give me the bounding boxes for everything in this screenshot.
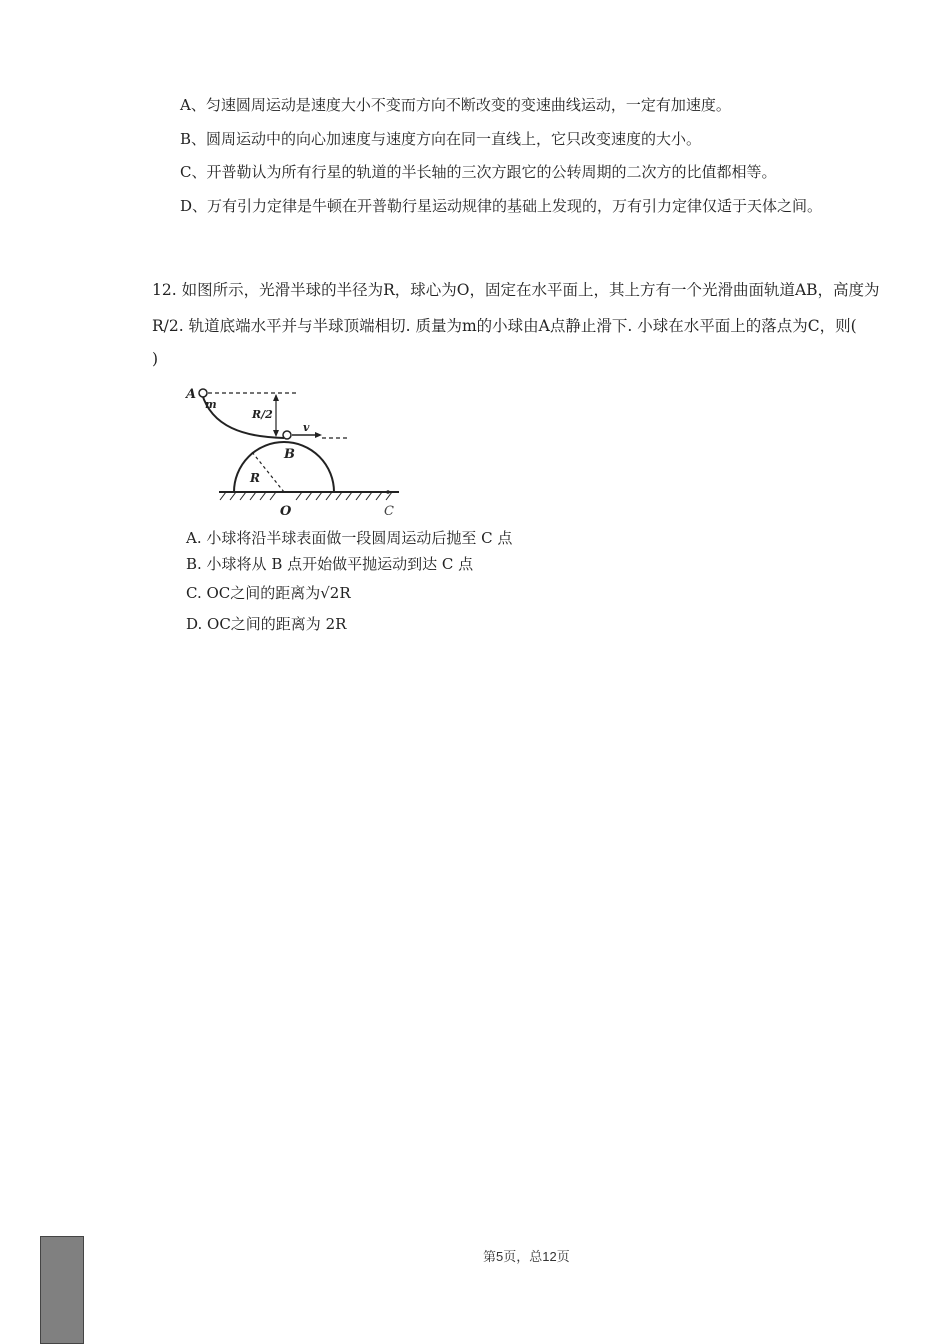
option-c: C. OC之间的距离为√2R	[186, 584, 351, 602]
label-b: B	[284, 447, 295, 462]
option-d: D. OC之间的距离为 2R	[186, 615, 347, 633]
prev-option-b: B、圆周运动中的向心加速度与速度方向在同一直线上，它只改变速度的大小。	[180, 130, 702, 148]
prev-option-a: A、匀速圆周运动是速度大小不变而方向不断改变的变速曲线运动，一定有加速度。	[180, 96, 731, 114]
question-12-line-3: )	[152, 350, 159, 368]
prev-option-c: C、开普勒认为所有行星的轨道的半长轴的三次方跟它的公转周期的二次方的比值都相等。	[180, 163, 777, 181]
label-m: m	[205, 398, 217, 411]
ground-hatching	[220, 492, 392, 500]
label-half-r: R/2	[252, 408, 273, 421]
label-v: v	[303, 421, 310, 434]
label-a: A	[186, 387, 197, 402]
page-footer: 第5页，总12页	[483, 1249, 570, 1264]
question-12-line-2: R/2. 轨道底端水平并与半球顶端相切. 质量为m的小球由A点静止滑下. 小球在水平面上的落点为C，则(	[152, 317, 857, 335]
label-r: R	[250, 471, 260, 485]
question-12-line-1: 12. 如图所示，光滑半球的半径为R，球心为O，固定在水平面上，其上方有一个光滑曲面轨道AB，高度为	[152, 281, 880, 299]
velocity-arrow-head	[315, 432, 322, 438]
point-c-marker	[386, 490, 390, 494]
ball-at-a	[199, 389, 207, 397]
height-arrow-head-top	[273, 394, 279, 401]
option-a: A. 小球将沿半球表面做一段圆周运动后抛至 C 点	[186, 529, 513, 547]
height-arrow-head-bottom	[273, 430, 279, 437]
label-c: C	[384, 504, 394, 519]
option-b: B. 小球将从 B 点开始做平抛运动到达 C 点	[186, 555, 474, 573]
prev-option-d: D、万有引力定律是牛顿在开普勒行星运动规律的基础上发现的，万有引力定律仅适于天体之间。	[180, 197, 823, 215]
ball-at-b	[283, 431, 291, 439]
label-o: O	[280, 504, 292, 519]
binding-margin-block	[40, 1236, 84, 1344]
hemisphere-track-figure	[184, 382, 404, 522]
